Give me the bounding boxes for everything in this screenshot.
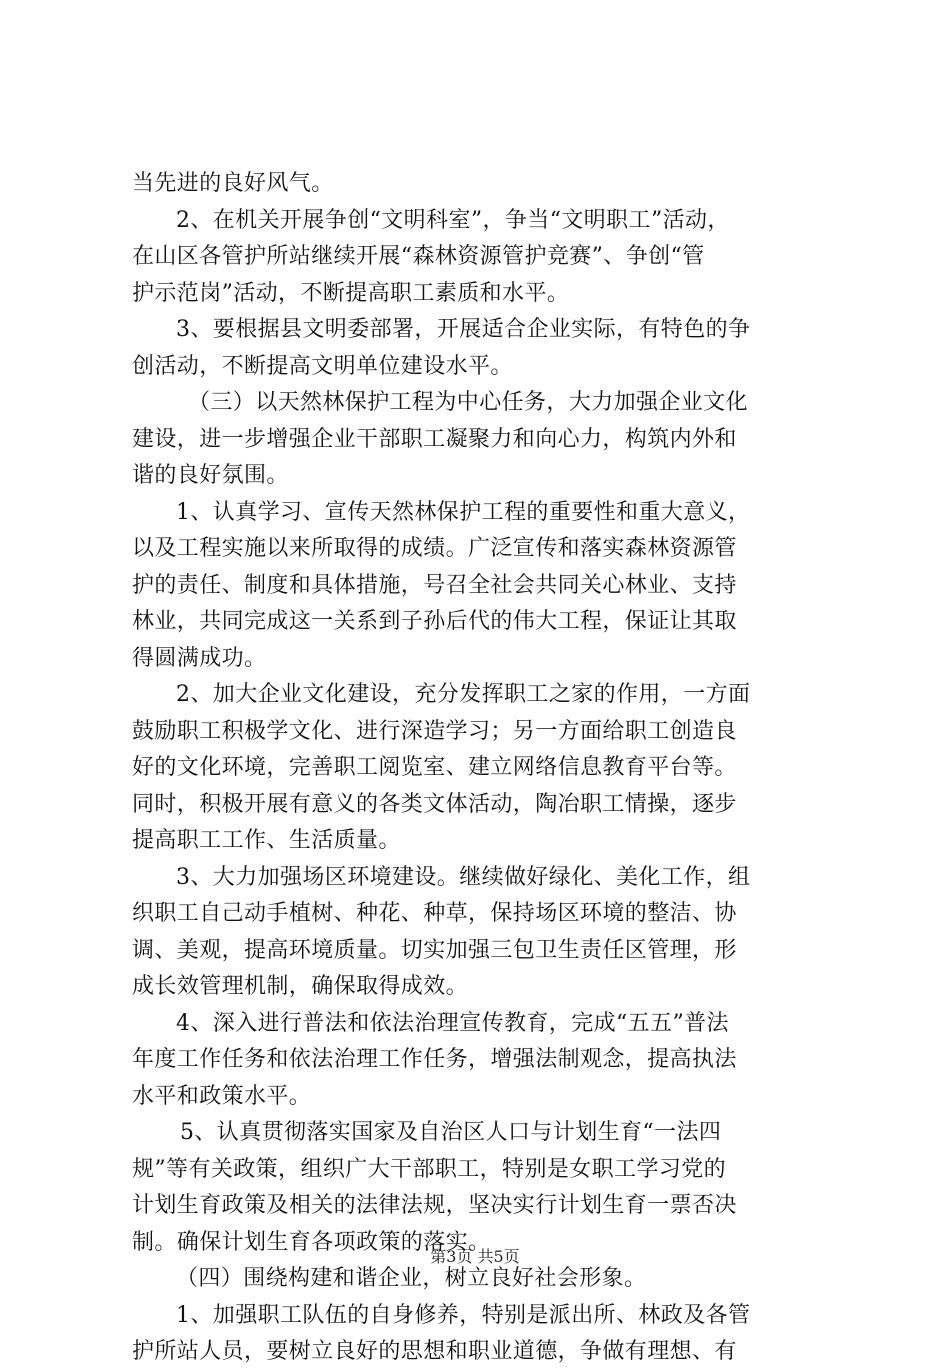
text-line: 护所站人员，要树立良好的思想和职业道德，争做有理想、有: [132, 1339, 737, 1364]
text-line: 计划生育政策及相关的法律法规，坚决实行计划生育一票否决: [132, 1193, 737, 1218]
page-footer: 第3页 共5页: [430, 1247, 520, 1266]
text-line: 林业，共同完成这一关系到子孙后代的伟大工程，保证让其取: [132, 609, 737, 634]
text-line: 5、认真贯彻落实国家及自治区人口与计划生育“一法四: [180, 1120, 722, 1145]
text-line: 以及工程实施以来所取得的成绩。广泛宣传和落实森林资源管: [132, 536, 737, 561]
section-heading: （四）围绕构建和谐企业，树立良好社会形象。: [176, 1266, 647, 1291]
text-line: 4、深入进行普法和依法治理宣传教育，完成“五五”普法: [176, 1010, 729, 1036]
text-line: 年度工作任务和依法治理工作任务，增强法制观念，提高执法: [132, 1047, 737, 1072]
text-line: 织职工自己动手植树、种花、种草，保持场区环境的整洁、协: [132, 901, 737, 926]
document-body: [132, 166, 832, 1371]
text-line: 创活动，不断提高文明单位建设水平。: [132, 353, 513, 379]
text-line: 鼓励职工积极学文化、进行深造学习；另一方面给职工创造良: [132, 718, 737, 744]
text-line: 1、认真学习、宣传天然林保护工程的重要性和重大意义，: [176, 499, 751, 525]
text-line: 1、加强职工队伍的自身修养，特别是派出所、林政及各管: [176, 1302, 751, 1328]
text-line: 制。确保计划生育各项政策的落实。: [132, 1229, 491, 1255]
text-line: 规”等有关政策，组织广大干部职工，特别是女职工学习党的: [132, 1156, 727, 1182]
text-line: 在山区各管护所站继续开展“森林资源管护竞赛”、争创“管: [132, 244, 705, 269]
text-line: 好的文化环境，完善职工阅览室、建立网络信息教育平台等。: [132, 755, 737, 780]
text-line: 护示范岗”活动，不断提高职工素质和水平。: [132, 280, 570, 306]
text-line: 2、在机关开展争创“文明科室”，争当“文明职工”活动，: [176, 207, 730, 233]
text-line: 同时，积极开展有意义的各类文体活动，陶冶职工情操，逐步: [132, 791, 737, 817]
text-line: 水平和政策水平。: [132, 1083, 312, 1109]
text-line: 3、大力加强场区环境建设。继续做好绿化、美化工作，组: [176, 864, 751, 890]
text-line: 建设，进一步增强企业干部职工凝聚力和向心力，构筑内外和: [132, 426, 737, 452]
text-line: 调、美观，提高环境质量。切实加强三包卫生责任区管理，形: [132, 937, 737, 963]
section-heading: （三）以天然林保护工程为中心任务，大力加强企业文化: [188, 390, 749, 415]
text-line: 当先进的良好风气。: [132, 171, 334, 196]
text-line: 2、加大企业文化建设，充分发挥职工之家的作用，一方面: [176, 682, 751, 707]
text-line: 提高职工工作、生活质量。: [132, 828, 401, 853]
text-line: 3、要根据县文明委部署，开展适合企业实际，有特色的争: [176, 317, 751, 342]
text-line: 谐的良好氛围。: [132, 463, 289, 488]
text-line: 护的责任、制度和具体措施，号召全社会共同关心林业、支持: [132, 572, 737, 598]
text-line: 得圆满成功。: [132, 645, 267, 671]
text-line: 成长效管理机制，确保取得成效。: [132, 974, 469, 999]
